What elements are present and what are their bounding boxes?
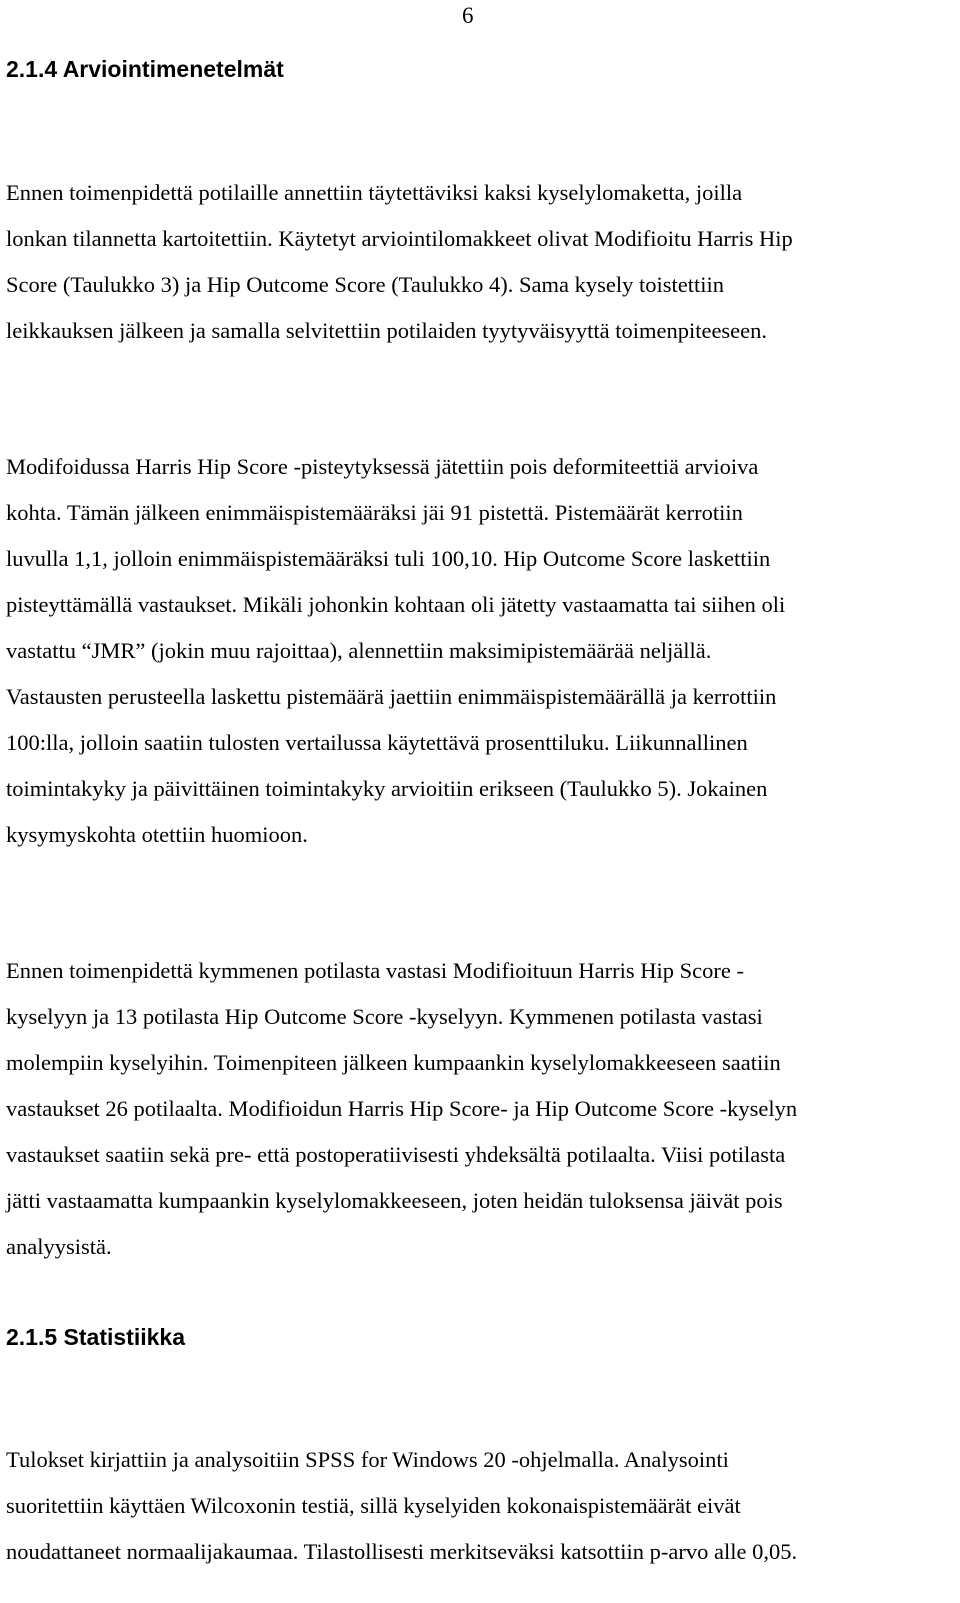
text-line: Ennen toimenpidettä potilaille annettiin täytettäviksi kaksi kyselylomaketta, joilla xyxy=(6,180,743,205)
text-line: molempiin kyselyihin. Toimenpiteen jälkeen kumpaankin kyselylomakkeeseen saatiin xyxy=(6,1050,781,1075)
text-line: leikkauksen jälkeen ja samalla selvitettiin potilaiden tyytyväisyyttä toimenpiteeseen. xyxy=(6,318,768,343)
text-line: 100:lla, jolloin saatiin tulosten vertailussa käytettävä prosenttiluku. Liikunnallinen xyxy=(6,730,748,755)
text-line: Modifoidussa Harris Hip Score -pisteytyksessä jätettiin pois deformiteettiä arvioiva xyxy=(6,454,759,479)
paragraph-questionnaires xyxy=(6,170,946,354)
text-line: vastattu “JMR” (jokin muu rajoittaa), alennettiin maksimipistemäärää neljällä. xyxy=(6,638,712,663)
text-line: analyysistä. xyxy=(6,1234,112,1259)
text-line: vastaukset saatiin sekä pre- että postoperatiivisesti yhdeksältä potilaalta. Viisi potilasta xyxy=(6,1142,786,1167)
text-line: kohta. Tämän jälkeen enimmäispistemääräksi jäi 91 pistettä. Pistemäärät kerrotiin xyxy=(6,500,743,525)
text-line: toimintakyky ja päivittäinen toimintakyky arvioitiin erikseen (Taulukko 5). Jokainen xyxy=(6,776,768,801)
text-line: kyselyyn ja 13 potilasta Hip Outcome Score -kyselyyn. Kymmenen potilasta vastasi xyxy=(6,1004,763,1029)
text-line: noudattaneet normaalijakaumaa. Tilastollisesti merkitseväksi katsottiin p-arvo alle 0,05. xyxy=(6,1539,798,1564)
text-line: suoritettiin käyttäen Wilcoxonin testiä, sillä kyselyiden kokonaispistemäärät eivät xyxy=(6,1493,741,1518)
paragraph-scoring xyxy=(6,444,946,858)
paragraph-respondents xyxy=(6,948,946,1270)
text-line: jätti vastaamatta kumpaankin kyselylomakkeeseen, joten heidän tuloksensa jäivät pois xyxy=(6,1188,783,1213)
text-line: Score (Taulukko 3) ja Hip Outcome Score (Taulukko 4). Sama kysely toistettiin xyxy=(6,272,724,297)
text-line: kysymyskohta otettiin huomioon. xyxy=(6,822,308,847)
text-line: pisteyttämällä vastaukset. Mikäli johonkin kohtaan oli jätetty vastaamatta tai siihen oli xyxy=(6,592,786,617)
text-line: luvulla 1,1, jolloin enimmäispistemääräksi tuli 100,10. Hip Outcome Score laskettiin xyxy=(6,546,771,571)
text-line: Vastausten perusteella laskettu pistemäärä jaettiin enimmäispistemäärällä ja kerrottiin xyxy=(6,684,777,709)
page-number: 6 xyxy=(462,3,474,28)
section-heading-arviointimenetelmat: 2.1.4 Arviointimenetelmät xyxy=(6,56,284,82)
text-line: lonkan tilannetta kartoitettiin. Käytetyt arviointilomakkeet olivat Modifioitu Harris Hip xyxy=(6,226,793,251)
section-heading-statistiikka: 2.1.5 Statistiikka xyxy=(6,1324,185,1350)
text-line: Tulokset kirjattiin ja analysoitiin SPSS for Windows 20 -ohjelmalla. Analysointi xyxy=(6,1447,729,1472)
text-line: Ennen toimenpidettä kymmenen potilasta vastasi Modifioituun Harris Hip Score - xyxy=(6,958,744,983)
text-line: vastaukset 26 potilaalta. Modifioidun Harris Hip Score- ja Hip Outcome Score -kyselyn xyxy=(6,1096,798,1121)
paragraph-statistics xyxy=(6,1437,946,1575)
